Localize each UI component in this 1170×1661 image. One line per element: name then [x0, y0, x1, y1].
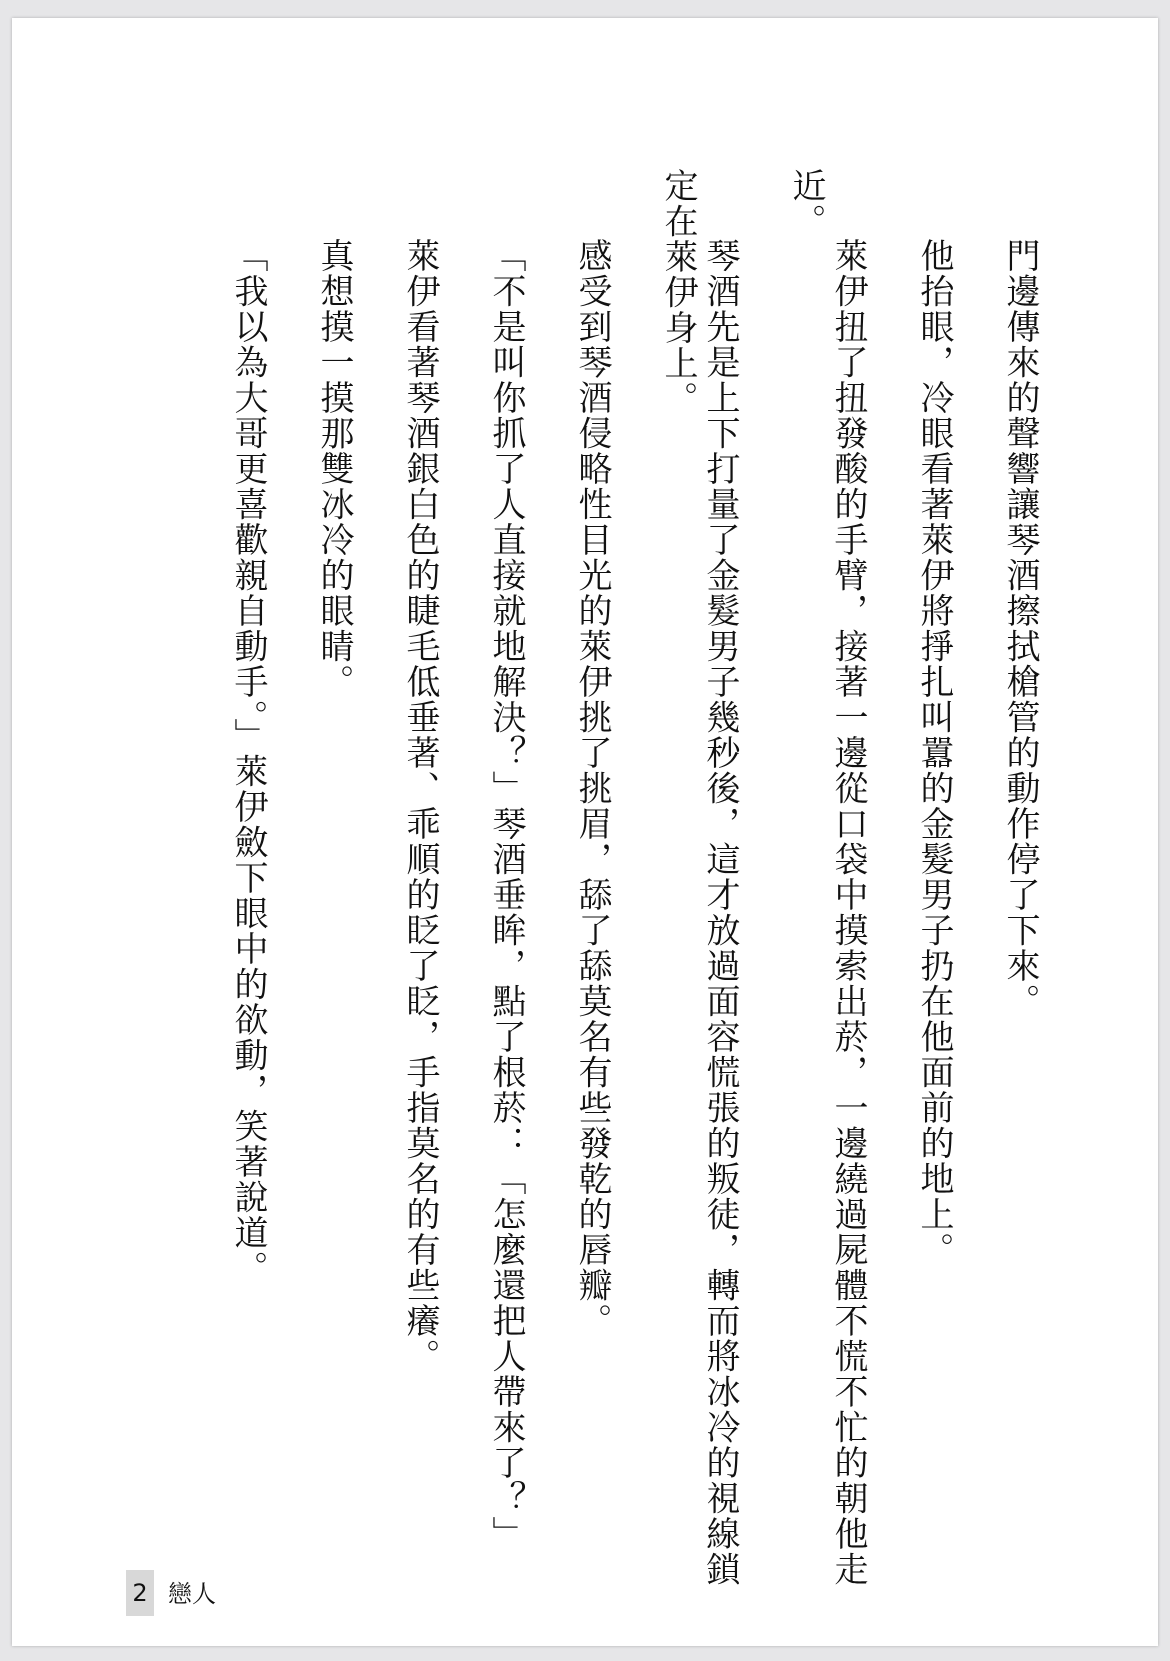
text-column-5: 琴酒先是上下打量了金髮男子幾秒後，這才放過面容慌張的叛徒，轉而將冰冷的視線鎖	[700, 238, 740, 1587]
text-column-3: 萊伊扭了扭發酸的手臂，接著一邊從口袋中摸索出菸，一邊繞過屍體不慌不忙的朝他走	[828, 238, 868, 1587]
page-number: 2	[126, 1570, 154, 1616]
text-column-10: 真想摸一摸那雙冰冷的眼睛。	[314, 238, 354, 700]
running-title: 戀人	[168, 1580, 216, 1608]
text-column-6: 定在萊伊身上。	[658, 168, 698, 417]
text-column-2: 他抬眼，冷眼看著萊伊將掙扎叫囂的金髮男子扔在他面前的地上。	[914, 238, 954, 1268]
text-column-11: 「我以為大哥更喜歡親自動手。」萊伊斂下眼中的欲動，笑著說道。	[228, 238, 268, 1286]
text-column-8: 「不是叫你抓了人直接就地解決？」琴酒垂眸，點了根菸：「怎麼還把人帶來了？」	[486, 238, 526, 1552]
document-page	[12, 18, 1158, 1646]
text-column-7: 感受到琴酒侵略性目光的萊伊挑了挑眉，舔了舔莫名有些發乾的唇瓣。	[572, 238, 612, 1339]
text-column-1: 門邊傳來的聲響讓琴酒擦拭槍管的動作停了下來。	[1000, 238, 1040, 1019]
text-column-9: 萊伊看著琴酒銀白色的睫毛低垂著、乖順的眨了眨，手指莫名的有些癢。	[400, 238, 440, 1374]
text-column-4: 近。	[786, 168, 826, 239]
